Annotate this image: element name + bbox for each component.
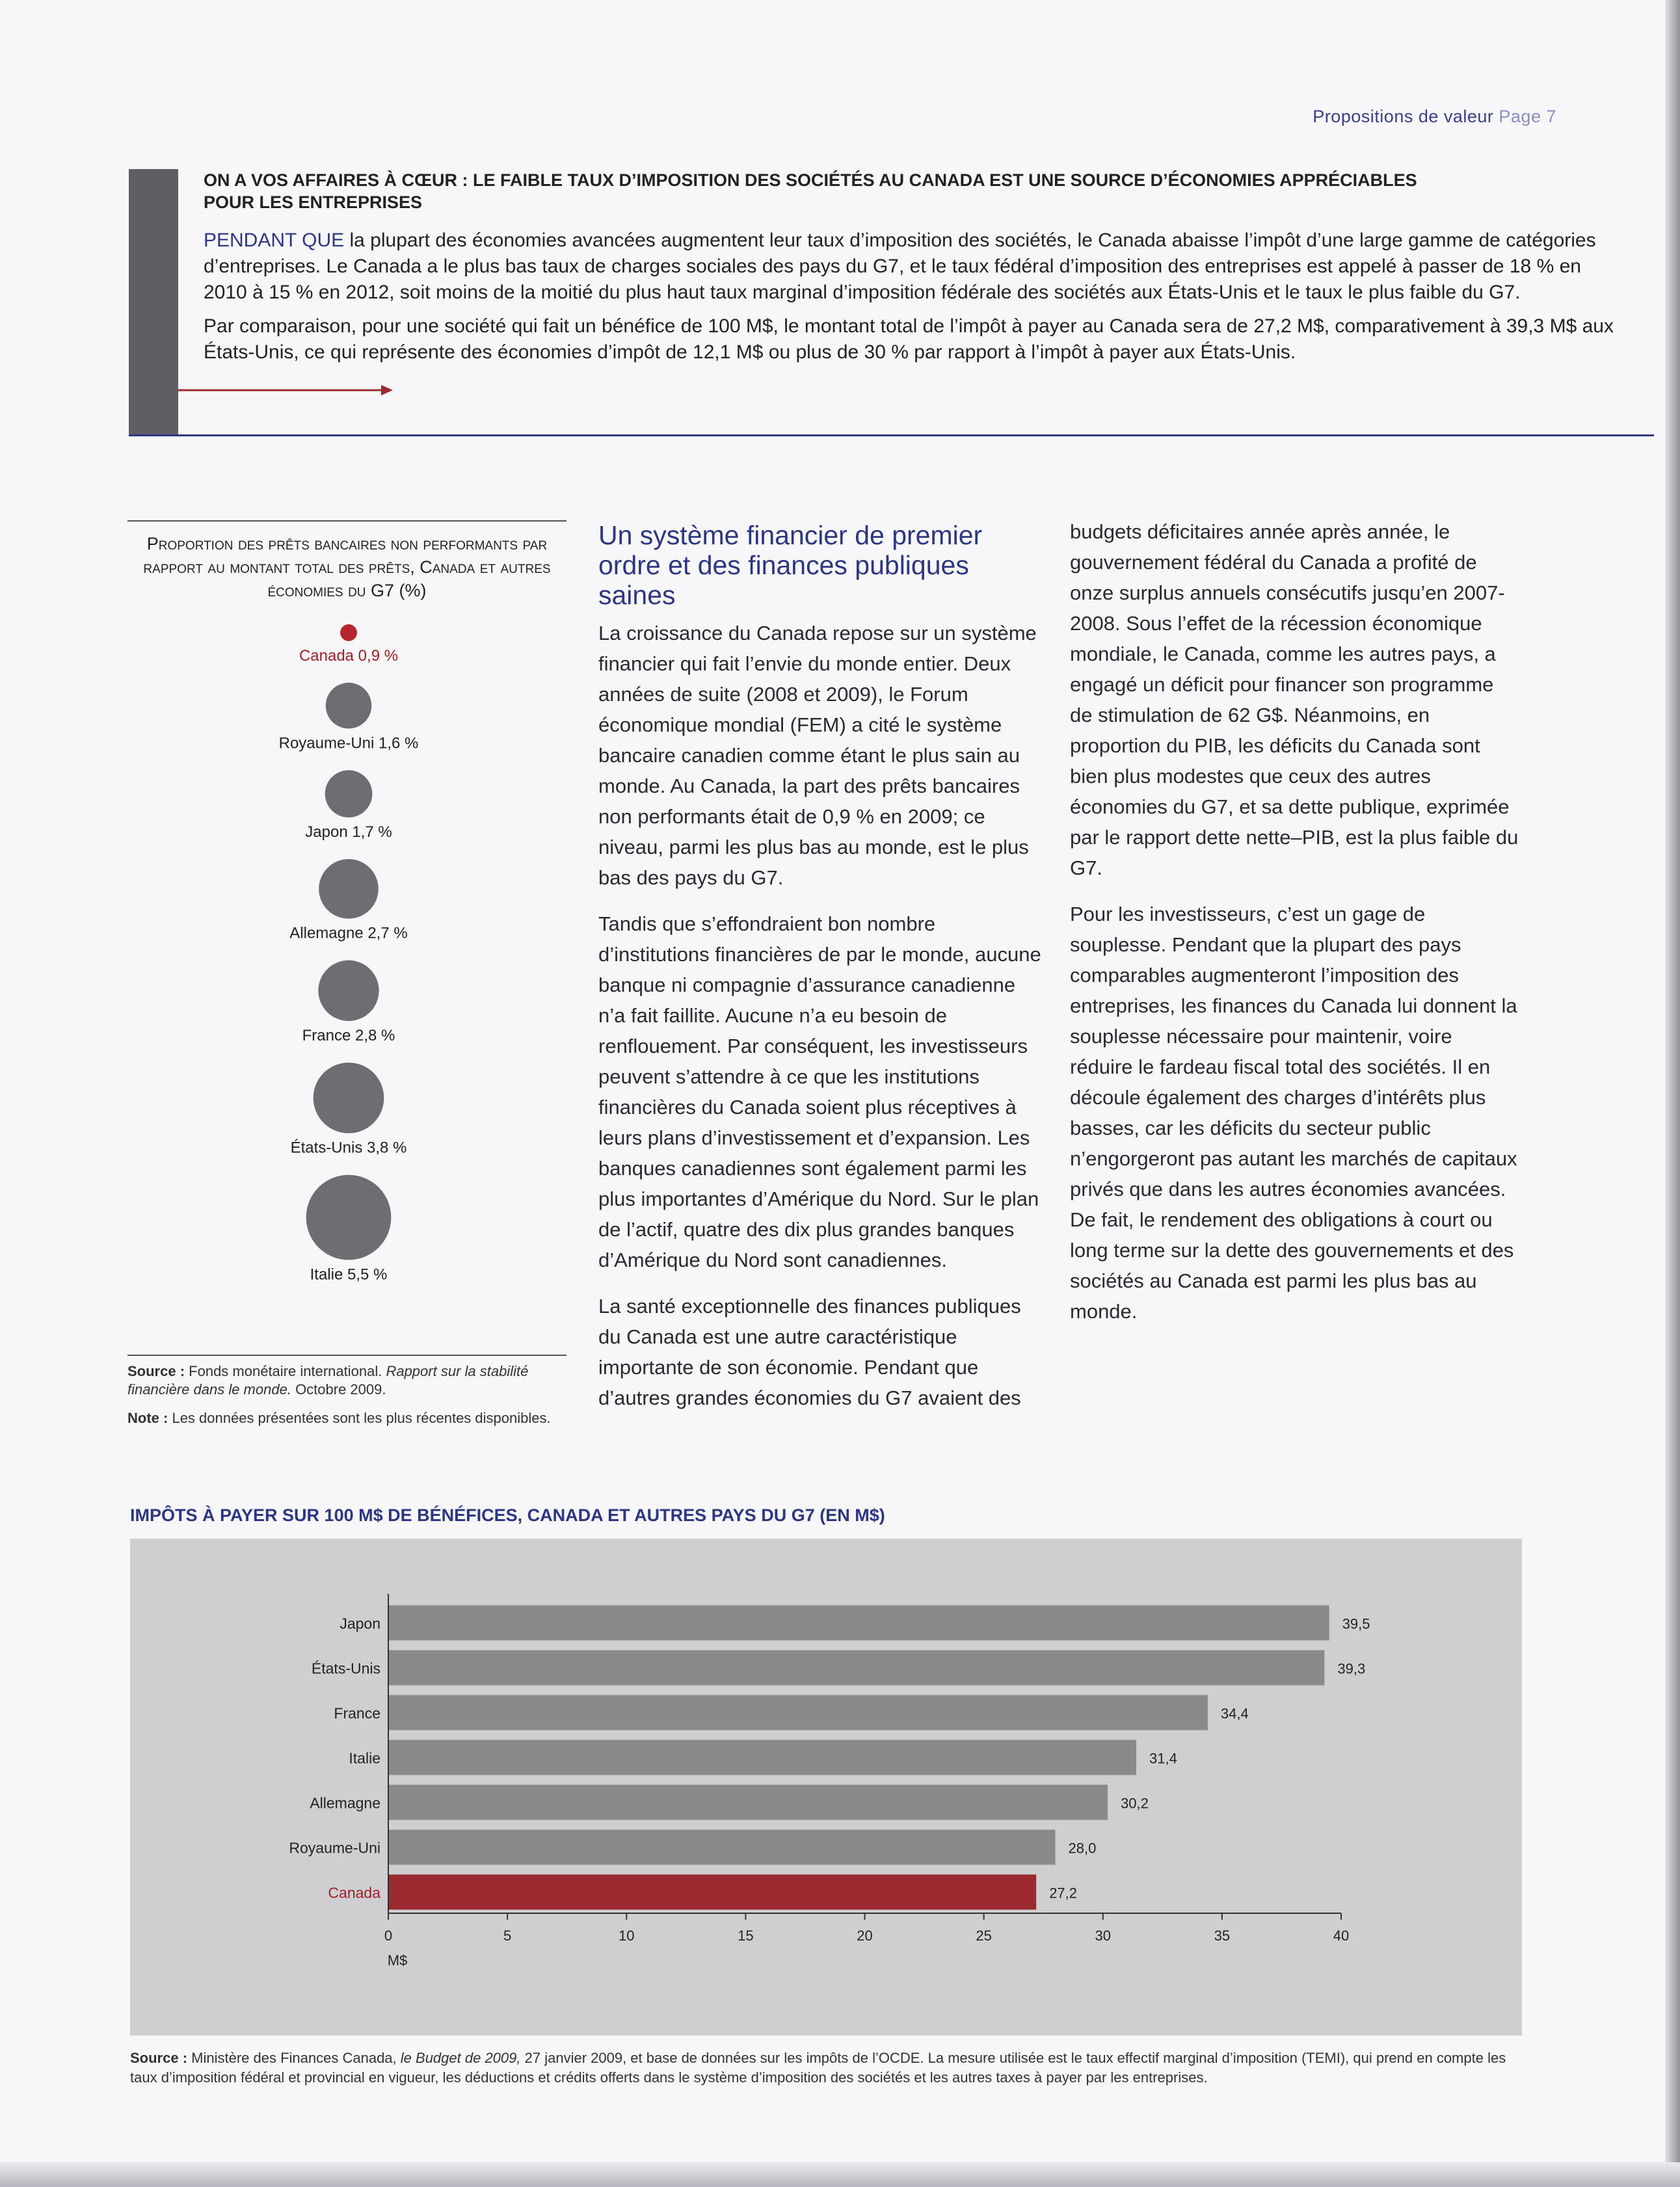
bar-france (388, 1695, 1208, 1730)
callout-bottom-rule (129, 434, 1654, 436)
x-tick-label: 10 (619, 1928, 635, 1944)
bar-category-label: France (334, 1704, 380, 1722)
bar-category-label: États-Unis (311, 1660, 380, 1677)
x-tick-label: 15 (738, 1928, 754, 1944)
bubble-france (318, 961, 379, 1021)
bubble-japon (325, 770, 373, 817)
bar-value-label: 27,2 (1049, 1885, 1078, 1902)
bar-value-label: 31,4 (1149, 1750, 1177, 1767)
x-tick-label: 0 (384, 1928, 393, 1944)
bar-canada (388, 1875, 1036, 1910)
callout-body (204, 228, 1621, 373)
bar-value-label: 39,3 (1337, 1660, 1366, 1677)
article-paragraph: La croissance du Canada repose sur un système financier qui fait l’envie du monde entier. Deux années de suite (2008 et 2009), le Forum économique mondial (FEM) a cité le système bancaire canadien comme étant le plus sain au monde. Au Canada, la part des prêts bancaires non performants était de 0,9 % en 2009; ce niveau, parmi les plus bas au monde, est le plus bas des pays du G7. (598, 622, 1037, 889)
article-column-1 (598, 618, 1047, 1429)
bar-source-text-a: Ministère des Finances Canada, (191, 2050, 397, 2066)
bubble-canada (340, 624, 357, 641)
bar-source-text-b: 27 janvier 2009, et base de données sur les impôts de l’OCDE. La mesure utilisée est le taux effectif marginal d’imposition (TEMI), qui prend en compte les taux d’imposition fédéral et provincial en vigueur, les déductions et crédits offerts dans le système d’imposition des sociétés et les autres taxes à payer par les entreprises. (130, 2050, 1506, 2086)
bar-value-label: 30,2 (1121, 1795, 1149, 1812)
bubble-royaume-uni (326, 683, 372, 729)
bubble-source-label: Source : (127, 1363, 185, 1379)
bar-chart-source (130, 2048, 1522, 2088)
bubble-label: Allemagne 2,7 % (289, 924, 408, 942)
bar-value-label: 39,5 (1342, 1615, 1370, 1632)
article-column-2 (1070, 516, 1519, 1342)
callout-p1-text: la plupart des économies avancées augmentent leur taux d’imposition des sociétés, le Canada abaisse l’impôt d’une large gamme de catégories d’entreprises. Le Canada a le plus bas taux de charges sociales des pays du G7, et le taux fédéral d’imposition des entreprises est appelé à passer de 18 % en 2010 à 15 % en 2012, soit moins de la moitié du plus haut taux marginal d’imposition fédérale des sociétés aux États-Unis et le taux le plus faible du G7. (204, 230, 1596, 303)
bar-chart-svg (130, 1539, 1522, 2035)
bubble-allemagne (319, 859, 379, 919)
bubble-source (127, 1362, 567, 1399)
callout-title: ON A VOS AFFAIRES À CŒUR : LE FAIBLE TAUX D’IMPOSITION DES SOCIÉTÉS AU CANADA EST UNE SOURCE D’ÉCONOMIES APPRÉCIABLES POUR LES ENTREPRISES (204, 170, 1417, 212)
arrow-right-icon (178, 384, 393, 397)
callout-box (129, 169, 1654, 436)
article-paragraph: La santé exceptionnelle des finances publiques du Canada est une autre caractéristique importante de son économie. Pendant que d’autres grandes économies du G7 avaient des (598, 1295, 1021, 1409)
bar-chart-title: IMPÔTS À PAYER SUR 100 M$ DE BÉNÉFICES, CANADA ET AUTRES PAYS DU G7 (EN M$) (130, 1505, 885, 1525)
callout-paragraph-2: Par comparaison, pour une société qui fait un bénéfice de 100 M$, le montant total de l’impôt à payer au Canada sera de 27,2 M$, comparativement à 39,3 M$ aux États-Unis, ce qui représente des économies d’impôt de 12,1 M$ ou plus de 30 % par rapport à l’impôt à payer aux États-Unis. (204, 315, 1614, 363)
callout-paragraph-1 (204, 228, 1621, 306)
x-tick-label: 35 (1214, 1928, 1231, 1944)
article-paragraph: Tandis que s’effondraient bon nombre d’institutions financières de par le monde, aucune banque ni compagnie d’assurance canadienne n’a fait faillite. Aucune n’a eu besoin de renflouement. Par conséquent, les investisseurs peuvent s’attendre à ce que les institutions financières du Canada soient plus réceptives à leurs plans d’investissement et d’expansion. Les banques canadiennes sont également parmi les plus importantes d’Amérique du Nord. Sur le plan de l’actif, quatre des dix plus grandes banques d’Amérique du Nord sont canadiennes. (598, 912, 1041, 1271)
bar-italie (388, 1740, 1136, 1775)
bar-allemagne (388, 1785, 1108, 1820)
callout-lead: PENDANT QUE (204, 230, 345, 251)
bubble-note-text: Les données présentées sont les plus récentes disponibles. (172, 1410, 551, 1426)
bar-category-label: Allemagne (310, 1794, 380, 1812)
article-paragraph: Pour les investisseurs, c’est un gage de souplesse. Pendant que la plupart des pays comparables augmenteront l’imposition des entreprises, les finances du Canada lui donnent la souplesse nécessaire pour maintenir, voire réduire le fardeau fiscal total des sociétés. Il en découle également des charges d’intérêts plus basses, car les déficits du secteur public n’engorgeront pas autant les marchés de capitaux privés que dans les autres économies avancées. De fait, le rendement des obligations à court ou long terme sur la dette des gouvernements et des sociétés au Canada est parmi les plus bas au monde. (1070, 903, 1517, 1323)
bubble-label: Royaume-Uni 1,6 % (278, 734, 419, 752)
page-number: Page 7 (1499, 107, 1556, 126)
bar-value-label: 28,0 (1068, 1840, 1097, 1857)
page-edge-shadow (1665, 0, 1680, 2187)
bubble-italie (306, 1175, 392, 1260)
bubble-label: Canada 0,9 % (299, 646, 399, 665)
page-bottom-shadow (0, 2162, 1680, 2187)
bar-source-label: Source : (130, 2050, 188, 2066)
bubble-label: États-Unis 3,8 % (290, 1139, 407, 1157)
section-title: Propositions de valeur (1313, 107, 1494, 126)
bar-royaume-uni (388, 1830, 1056, 1865)
running-header (1313, 107, 1556, 127)
bubble-note (127, 1410, 567, 1427)
x-tick-label: 5 (503, 1928, 512, 1944)
bar-category-label: Royaume-Uni (289, 1839, 380, 1857)
bubble-label: Italie 5,5 % (310, 1266, 388, 1284)
bubble-chart-svg (127, 618, 567, 1333)
x-tick-label: 25 (976, 1928, 992, 1944)
x-axis-label: M$ (387, 1952, 408, 1968)
bar-japon (388, 1606, 1329, 1641)
bubble-chart-panel (127, 520, 567, 1431)
bar-états-unis (388, 1650, 1324, 1686)
bubble-chart-title: Proportion des prêts bancaires non performants par rapport au montant total des prêts, Canada et autres économies du G7 (%) (143, 534, 551, 600)
bar-category-label: Italie (349, 1749, 380, 1767)
x-tick-label: 40 (1333, 1928, 1350, 1944)
bar-value-label: 34,4 (1220, 1705, 1249, 1722)
bubble-note-label: Note : (127, 1410, 168, 1426)
article-paragraph: budgets déficitaires année après année, le gouvernement fédéral du Canada a profité de onze surplus annuels consécutifs jusqu’en 2007-2008. Sous l’effet de la récession économique mondiale, le Canada, comme les autres pays, a engagé un déficit pour financer son programme de stimulation de 62 G$. Néanmoins, en proportion du PIB, les déficits du Canada sont bien plus modestes que ceux des autres économies du G7, et sa dette publique, exprimée par le rapport dette nette–PIB, est la plus faible du G7. (1070, 520, 1519, 879)
bar-category-label: Canada (328, 1884, 380, 1902)
x-tick-label: 30 (1095, 1928, 1111, 1944)
bubble-états-unis (313, 1063, 384, 1133)
bubble-label: France 2,8 % (302, 1026, 395, 1044)
x-tick-label: 20 (857, 1928, 873, 1944)
bar-source-italic: le Budget de 2009, (400, 2050, 521, 2066)
bubble-bottom-rule (127, 1355, 567, 1356)
bar-category-label: Japon (340, 1615, 380, 1632)
bubble-top-rule (127, 520, 567, 522)
bubble-source-date: Octobre 2009. (295, 1381, 386, 1398)
callout-side-bar (129, 169, 178, 436)
bubble-source-text: Fonds monétaire international. (189, 1363, 382, 1379)
article-heading: Un système financier de premier ordre et des finances publiques saines (598, 520, 983, 610)
bar-chart-panel (130, 1539, 1522, 2035)
bubble-label: Japon 1,7 % (305, 823, 392, 842)
bubble-source-italic: Rapport sur la stabilité financière dans le monde. (127, 1363, 529, 1398)
